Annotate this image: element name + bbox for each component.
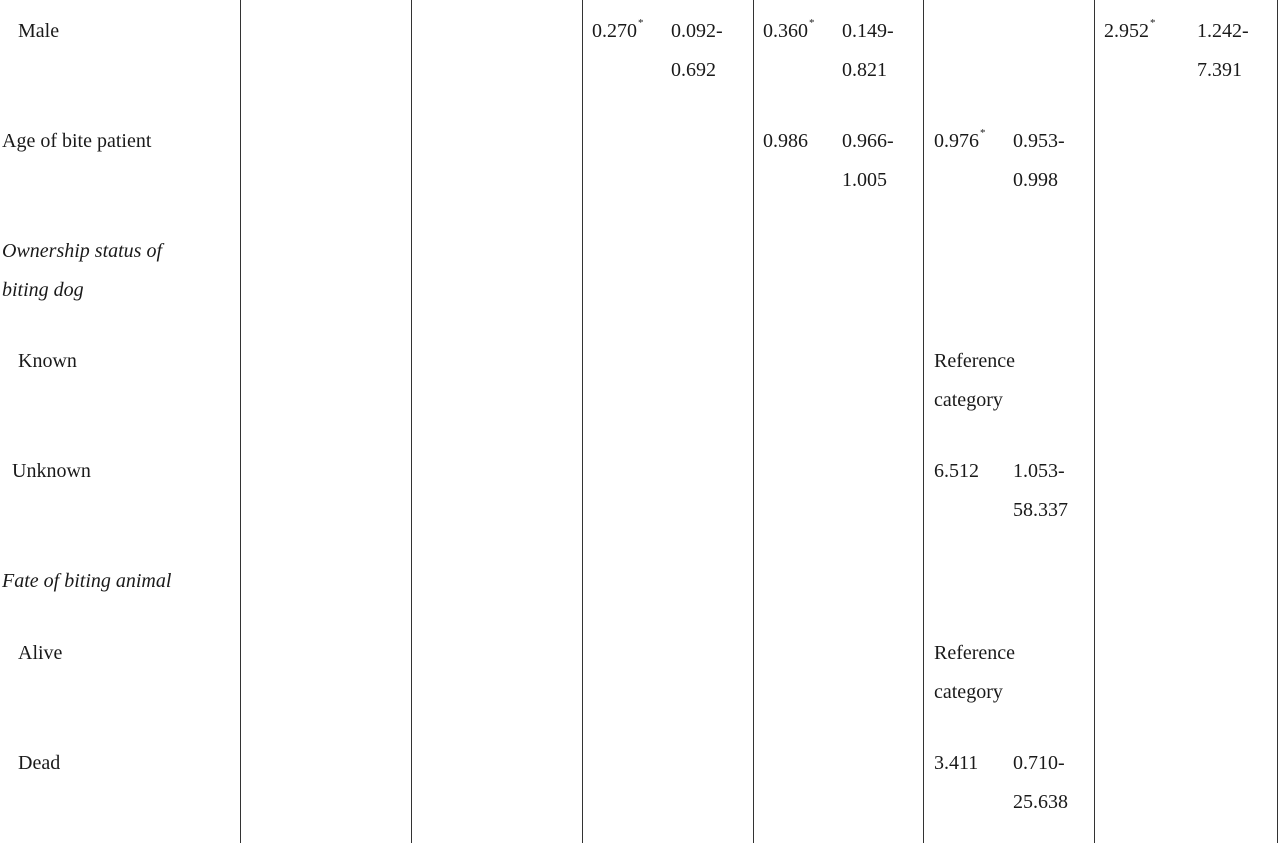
column-divider-2: [411, 0, 412, 843]
confidence-interval: 0.953- 0.998: [1013, 130, 1065, 191]
odds-ratio: 0.986: [763, 130, 808, 152]
confidence-interval: 0.092- 0.692: [671, 20, 723, 81]
confidence-interval: 0.710- 25.638: [1013, 752, 1068, 813]
odds-ratio: 3.411: [934, 752, 979, 774]
column-divider-3: [582, 0, 583, 843]
column-divider-7: [1277, 0, 1278, 843]
row-label: Dead: [18, 752, 61, 774]
column-divider-5: [923, 0, 924, 843]
column-divider-4: [753, 0, 754, 843]
odds-ratio: 6.512: [934, 460, 979, 482]
odds-ratio: 0.360*: [763, 17, 815, 42]
significance-marker: *: [809, 17, 815, 30]
column-divider-1: [240, 0, 241, 843]
row-label: Male: [18, 20, 60, 42]
row-label: Alive: [18, 642, 63, 664]
significance-marker: *: [638, 17, 644, 30]
section-heading: Ownership status of biting dog: [2, 240, 163, 301]
odds-ratio: 0.270*: [592, 17, 644, 42]
confidence-interval: 0.966- 1.005: [842, 130, 894, 191]
row-label: Known: [18, 350, 77, 372]
column-divider-6: [1094, 0, 1095, 843]
reference-category: Reference category: [934, 350, 1016, 411]
confidence-interval: 0.149- 0.821: [842, 20, 894, 81]
row-label: Age of bite patient: [2, 130, 152, 152]
odds-ratio: 0.976*: [934, 127, 986, 152]
significance-marker: *: [980, 127, 986, 140]
reference-category: Reference category: [934, 642, 1016, 703]
section-heading: Fate of biting animal: [2, 570, 172, 592]
significance-marker: *: [1150, 17, 1156, 30]
confidence-interval: 1.053- 58.337: [1013, 460, 1068, 521]
confidence-interval: 1.242- 7.391: [1197, 20, 1249, 81]
odds-ratio: 2.952*: [1104, 17, 1156, 42]
row-label: Unknown: [12, 460, 91, 482]
